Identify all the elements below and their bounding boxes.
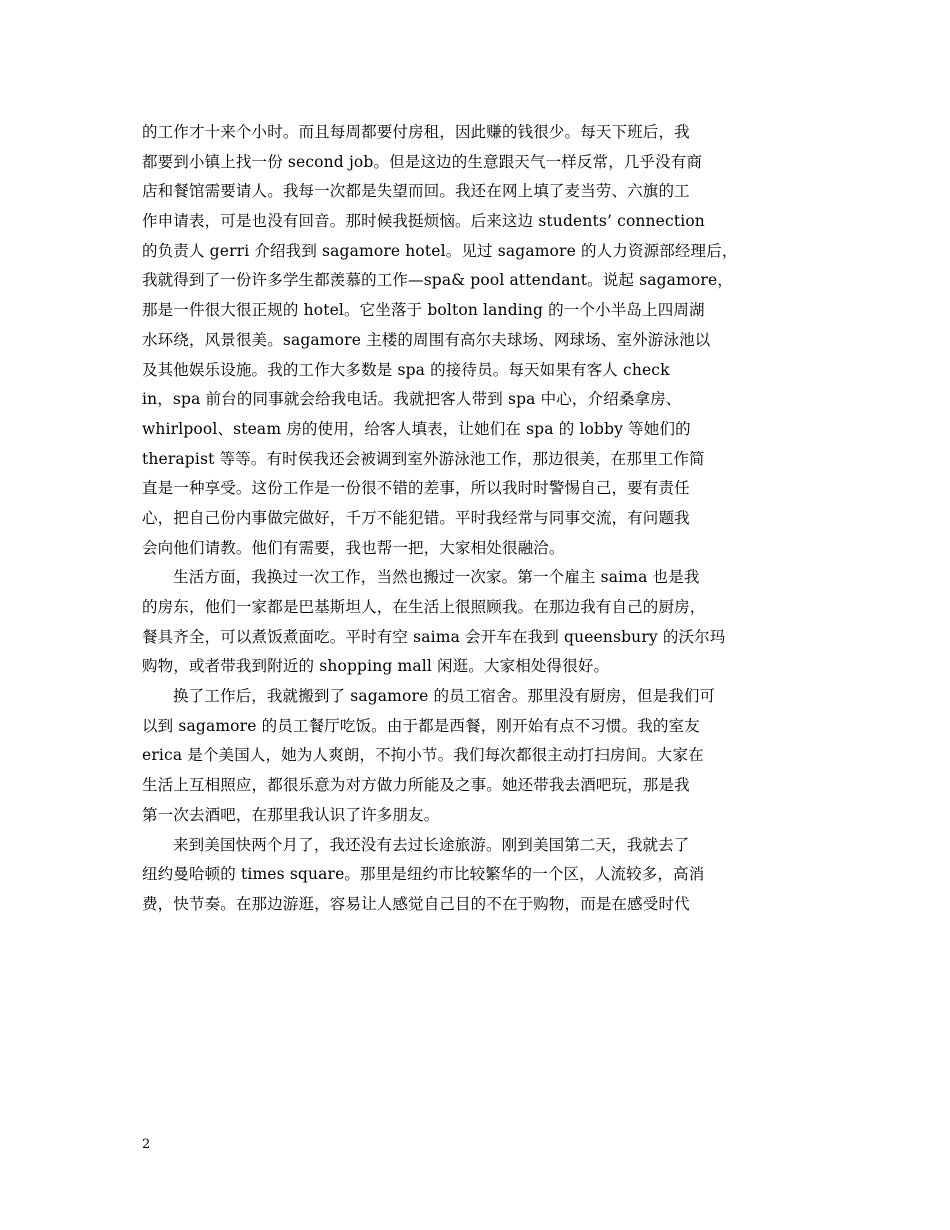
text-line: 换了工作后，我就搬到了 sagamore 的员工宿舍。那里没有厨房，但是我们可 — [173, 687, 716, 706]
text-line: 以到 sagamore 的员工餐厅吃饭。由于都是西餐，刚开始有点不习惯。我的室友 — [142, 716, 700, 735]
body-text — [142, 118, 814, 920]
text-line: 水环绕，风景很美。sagamore 主楼的周围有高尔夫球场、网球场、室外游泳池以 — [142, 330, 711, 349]
text-line: 我就得到了一份许多学生都羡慕的工作—spa& pool attendant。说起 sagamore， — [142, 271, 733, 290]
text-line: 费，快节奏。在那边游逛，容易让人感觉自己目的不在于购物，而是在感受时代 — [142, 894, 690, 913]
page-number: 2 — [142, 1137, 151, 1152]
text-line: 的负责人 gerri 介绍我到 sagamore hotel。见过 sagamore 的人力资源部经理后， — [142, 241, 738, 260]
text-line: 直是一种享受。这份工作是一份很不错的差事，所以我时时警惕自己，要有责任 — [142, 479, 690, 498]
text-line: erica 是个美国人，她为人爽朗，不拘小节。我们每次都很主动打扫房间。大家在 — [142, 746, 704, 765]
text-line: 作申请表，可是也没有回音。那时候我挺烦恼。后来这边 students’ connection — [142, 212, 705, 231]
text-line: 来到美国快两个月了，我还没有去过长途旅游。刚到美国第二天，我就去了 — [173, 835, 690, 854]
paragraph — [142, 118, 814, 563]
text-line: 及其他娱乐设施。我的工作大多数是 spa 的接待员。每天如果有客人 check — [142, 360, 670, 379]
text-line: 的工作才十来个小时。而且每周都要付房租，因此赚的钱很少。每天下班后，我 — [142, 123, 690, 141]
paragraph — [142, 563, 814, 682]
paragraph — [142, 831, 814, 920]
text-line: 心，把自己份内事做完做好，千万不能犯错。平时我经常与同事交流，有问题我 — [142, 508, 690, 527]
text-line: 店和餐馆需要请人。我每一次都是失望而回。我还在网上填了麦当劳、六旗的工 — [142, 182, 690, 201]
paragraph — [142, 682, 814, 830]
text-line: 购物，或者带我到附近的 shopping mall 闲逛。大家相处得很好。 — [142, 657, 610, 676]
text-line: 第一次去酒吧，在那里我认识了许多朋友。 — [142, 805, 440, 824]
text-line: 餐具齐全，可以煮饭煮面吃。平时有空 saima 会开车在我到 queensbury 的沃尔玛 — [142, 627, 726, 646]
text-line: in，spa 前台的同事就会给我电话。我就把客人带到 spa 中心，介绍桑拿房、 — [142, 390, 682, 409]
text-line: 的房东，他们一家都是巴基斯坦人，在生活上很照顾我。在那边我有自己的厨房， — [142, 598, 706, 616]
text-line: 那是一件很大很正规的 hotel。它坐落于 bolton landing 的一个小半岛上四周湖 — [142, 301, 705, 320]
text-line: whirlpool、steam 房的使用，给客人填表，让她们在 spa 的 lobby 等她们的 — [142, 419, 691, 438]
text-line: 都要到小镇上找一份 second job。但是这边的生意跟天气一样反常，几乎没有商 — [142, 152, 703, 171]
text-line: 生活方面，我换过一次工作，当然也搬过一次家。第一个雇主 saima 也是我 — [173, 568, 700, 587]
text-line: therapist 等等。有时侯我还会被调到室外游泳池工作，那边很美，在那里工作简 — [142, 449, 705, 468]
text-line: 生活上互相照应，都很乐意为对方做力所能及之事。她还带我去酒吧玩，那是我 — [142, 776, 690, 795]
text-line: 会向他们请教。他们有需要，我也帮一把，大家相处很融洽。 — [142, 538, 565, 557]
text-line: 纽约曼哈顿的 times square。那里是纽约市比较繁华的一个区，人流较多，高消 — [142, 865, 705, 884]
